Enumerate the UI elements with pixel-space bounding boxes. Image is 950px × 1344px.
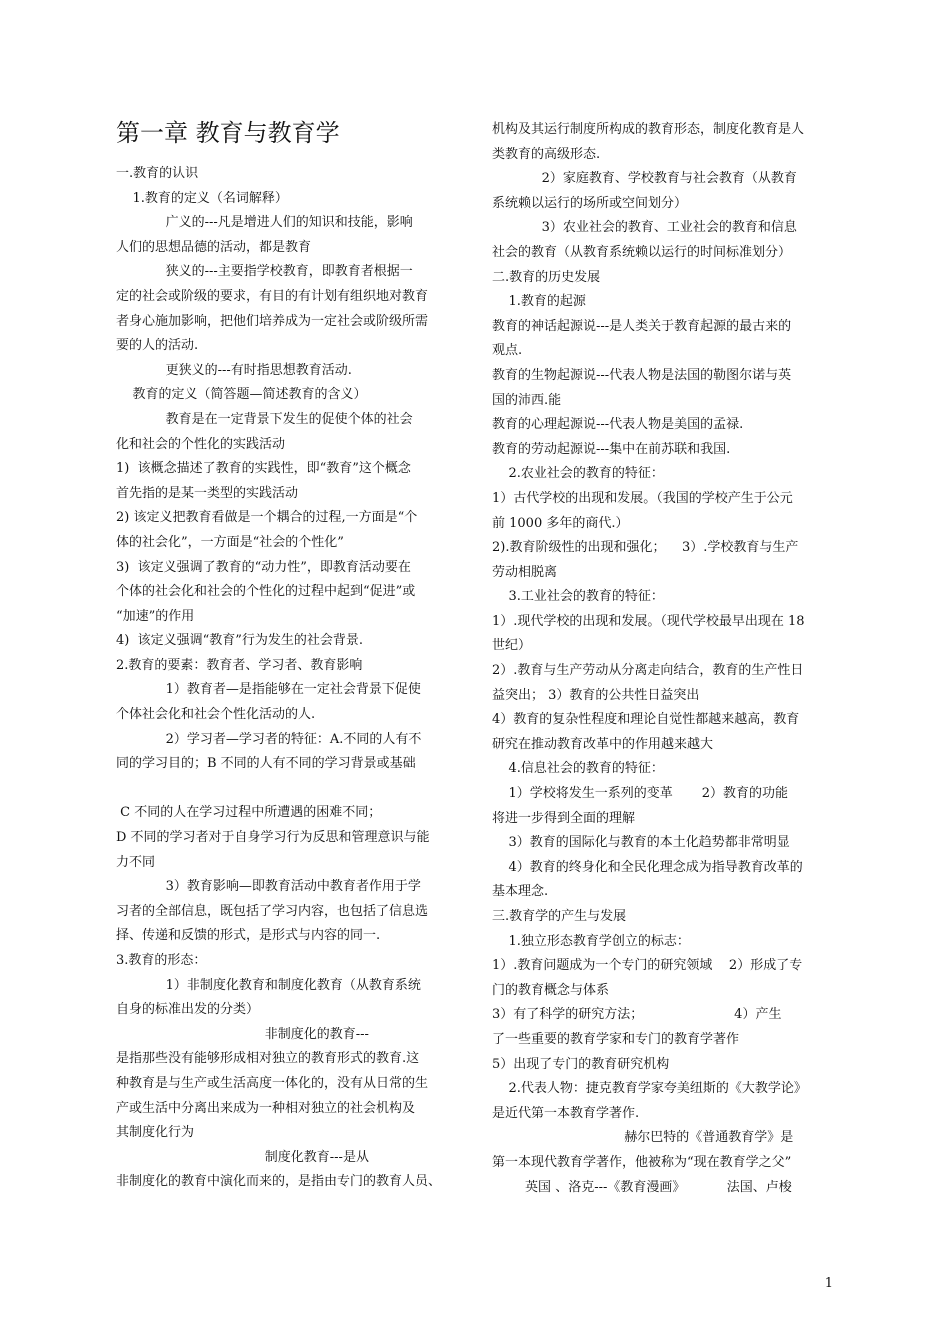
text-line: 非制度化的教育中演化而来的，是指由专门的教育人员、 [116, 1174, 442, 1190]
text-line: 1) 该概念描述了教育的实践性，即“教育”这个概念 [116, 461, 411, 477]
text-line: 1）.现代学校的出现和发展。（现代学校最早出现在 18 [492, 613, 805, 629]
text-line: 择、传递和反馈的形式，是形式与内容的同一. [116, 928, 381, 944]
text-line: 习者的全部信息，既包括了学习内容，也包括了信息选 [116, 903, 429, 919]
text-line: 1）教育者—是指能够在一定社会背景下促使 [116, 682, 421, 698]
text-line: 类教育的高级形态. [492, 146, 601, 162]
text-line: 3）教育影响—即教育活动中教育者作用于学 [116, 879, 421, 895]
text-line: 定的社会或阶级的要求，有目的有计划有组织地对教育 [116, 288, 429, 304]
text-line: 第一本现代教育学著作，他被称为“现在教育学之父” [492, 1154, 792, 1170]
text-line: 机构及其运行制度所构成的教育形态，制度化教育是人 [492, 122, 805, 137]
text-line: 2）学习者—学习者的特征：A.不同的人有不 [116, 731, 422, 747]
text-line: 教育是在一定背景下发生的促使个体的社会 [116, 411, 413, 427]
text-line: 1.教育的起源 [492, 294, 586, 310]
text-line: 2）.教育与生产劳动从分离走向结合，教育的生产性日 [492, 663, 804, 679]
text-line: 1.教育的定义（名词解释） [116, 190, 288, 206]
text-line: 1）古代学校的出现和发展。（我国的学校产生于公元 [492, 490, 793, 506]
text-line: 系统赖以运行的场所或空间划分） [492, 195, 688, 211]
text-line: 要的人的活动. [116, 338, 199, 354]
text-line: 1.独立形态教育学创立的标志： [492, 933, 690, 949]
text-line: 观点. [492, 343, 523, 359]
text-line: 教育的心理起源说---代表人物是美国的孟禄. [492, 417, 744, 433]
text-line: 1）非制度化教育和制度化教育（从教育系统 [116, 977, 421, 993]
text-line: 种教育是与生产或生活高度一体化的，没有从日常的生 [116, 1075, 429, 1091]
text-line: 2).教育阶级性的出现和强化； 3）.学校教育与生产 [492, 540, 799, 556]
text-line: 教育的神话起源说---是人类关于教育起源的最古来的 [492, 318, 792, 334]
text-line: 力不同 [116, 854, 156, 870]
text-line: 4）教育的复杂性程度和理论自觉性都越来越高，教育 [492, 712, 800, 728]
text-line: 是指那些没有能够形成相对独立的教育形式的教育.这 [116, 1051, 420, 1067]
text-line: 3.教育的形态： [116, 953, 207, 968]
text-line: 自身的标准出发的分类） [116, 1002, 260, 1018]
text-line: 了一些重要的教育学家和专门的教育学著作 [492, 1031, 740, 1047]
text-line: 首先指的是某一类型的实践活动 [116, 485, 299, 501]
text-line: 2.代表人物：捷克教育学家夸美纽斯的《大教学论》 [492, 1081, 807, 1097]
text-line: 世纪） [492, 638, 532, 654]
text-line: 广义的---凡是增进人们的知识和技能，影响 [116, 215, 413, 231]
text-line: 4.信息社会的教育的特征： [492, 761, 664, 777]
text-line: 3）农业社会的教育、工业社会的教育和信息 [492, 220, 797, 236]
text-line: 3.工业社会的教育的特征： [492, 589, 664, 605]
text-line: 教育的劳动起源说---集中在前苏联和我国. [492, 441, 731, 457]
text-line: 3）有了科学的研究方法； 4）产生 [492, 1007, 782, 1023]
text-line: 3）教育的国际化与教育的本土化趋势都非常明显 [492, 835, 790, 851]
text-line: 3) 该定义强调了教育的“动力性”，即教育活动要在 [116, 559, 411, 575]
text-line: 个体社会化和社会个性化活动的人. [116, 707, 316, 723]
text-line: 三.教育学的产生与发展 [492, 909, 627, 924]
text-line: 产或生活中分离出来成为一种相对独立的社会机构及 [116, 1100, 416, 1116]
text-line: 4) 该定义强调“教育”行为发生的社会背景. [116, 633, 364, 649]
text-line: 益突出； 3）教育的公共性日益突出 [492, 687, 700, 703]
text-line: 二.教育的历史发展 [492, 269, 601, 285]
text-line: 制度化教育---是从 [116, 1149, 369, 1165]
text-line: 2）家庭教育、学校教育与社会教育（从教育 [492, 171, 797, 187]
text-line: 赫尔巴特的《普通教育学》是 [492, 1130, 794, 1146]
chapter-title: 第一章 教育与教育学 [116, 119, 340, 147]
text-line: 劳动相脱离 [492, 564, 558, 580]
text-line: 5）出现了专门的教育研究机构 [492, 1056, 670, 1072]
right-column-body [492, 118, 842, 1200]
page-number: 1 [824, 1276, 833, 1291]
text-line: 门的教育概念与体系 [492, 982, 610, 998]
text-line: 人们的思想品德的活动，都是教育 [116, 239, 312, 255]
left-column [116, 116, 466, 1195]
text-line: 更狭义的---有时指思想教育活动. [116, 362, 352, 378]
text-line: 1）.教育问题成为一个专门的研究领域 2）形成了专 [492, 958, 803, 974]
text-line: 2.教育的要素：教育者、学习者、教育影响 [116, 657, 363, 673]
text-line: 是近代第一本教育学著作. [492, 1105, 640, 1121]
text-line [116, 777, 466, 802]
text-line: 一.教育的认识 [116, 166, 199, 181]
left-column-body [116, 162, 466, 1195]
text-line: 者身心施加影响，把他们培养成为一定社会或阶级所需 [116, 313, 429, 329]
text-line: 2.农业社会的教育的特征： [492, 466, 664, 482]
text-line: 同的学习目的；B 不同的人有不同的学习背景或基础 [116, 756, 416, 772]
right-column [492, 118, 842, 1200]
text-line: C 不同的人在学习过程中所遭遇的困难不同； [116, 805, 382, 821]
text-line: 2) 该定义把教育看做是一个耦合的过程,一方面是“个 [116, 510, 418, 526]
text-line: 1）学校将发生一系列的变革 2）教育的功能 [492, 786, 788, 802]
text-line: D 不同的学习者对于自身学习行为反思和管理意识与能 [116, 830, 430, 846]
text-line: 将进一步得到全面的理解 [492, 810, 636, 826]
text-line: 教育的生物起源说---代表人物是法国的勒图尔诺与英 [492, 367, 792, 383]
text-line: 4）教育的终身化和全民化理念成为指导教育改革的 [492, 859, 803, 875]
text-line: 化和社会的个性化的实践活动 [116, 436, 286, 452]
text-line: 非制度化的教育--- [116, 1026, 369, 1042]
text-line: 体的社会化”，一方面是“社会的个性化” [116, 534, 344, 550]
text-line: 研究在推动教育改革中的作用越来越大 [492, 736, 714, 752]
text-line: 个体的社会化和社会的个性化的过程中起到“促进”或 [116, 584, 416, 600]
text-line: 其制度化行为 [116, 1125, 195, 1141]
text-line: 基本理念. [492, 884, 549, 900]
text-line: 社会的教育（从教育系统赖以运行的时间标准划分） [492, 244, 792, 260]
text-line: 狭义的---主要指学校教育，即教育者根据一 [116, 264, 413, 280]
text-line: 前 1000 多年的商代.） [492, 515, 629, 531]
text-line: 英国 、洛克---《教育漫画》 法国、卢梭 [492, 1179, 792, 1195]
text-line: “加速”的作用 [116, 608, 195, 624]
text-line: 国的沛西.能 [492, 392, 562, 408]
text-line: 教育的定义（简答题—简述教育的含义） [116, 387, 367, 403]
